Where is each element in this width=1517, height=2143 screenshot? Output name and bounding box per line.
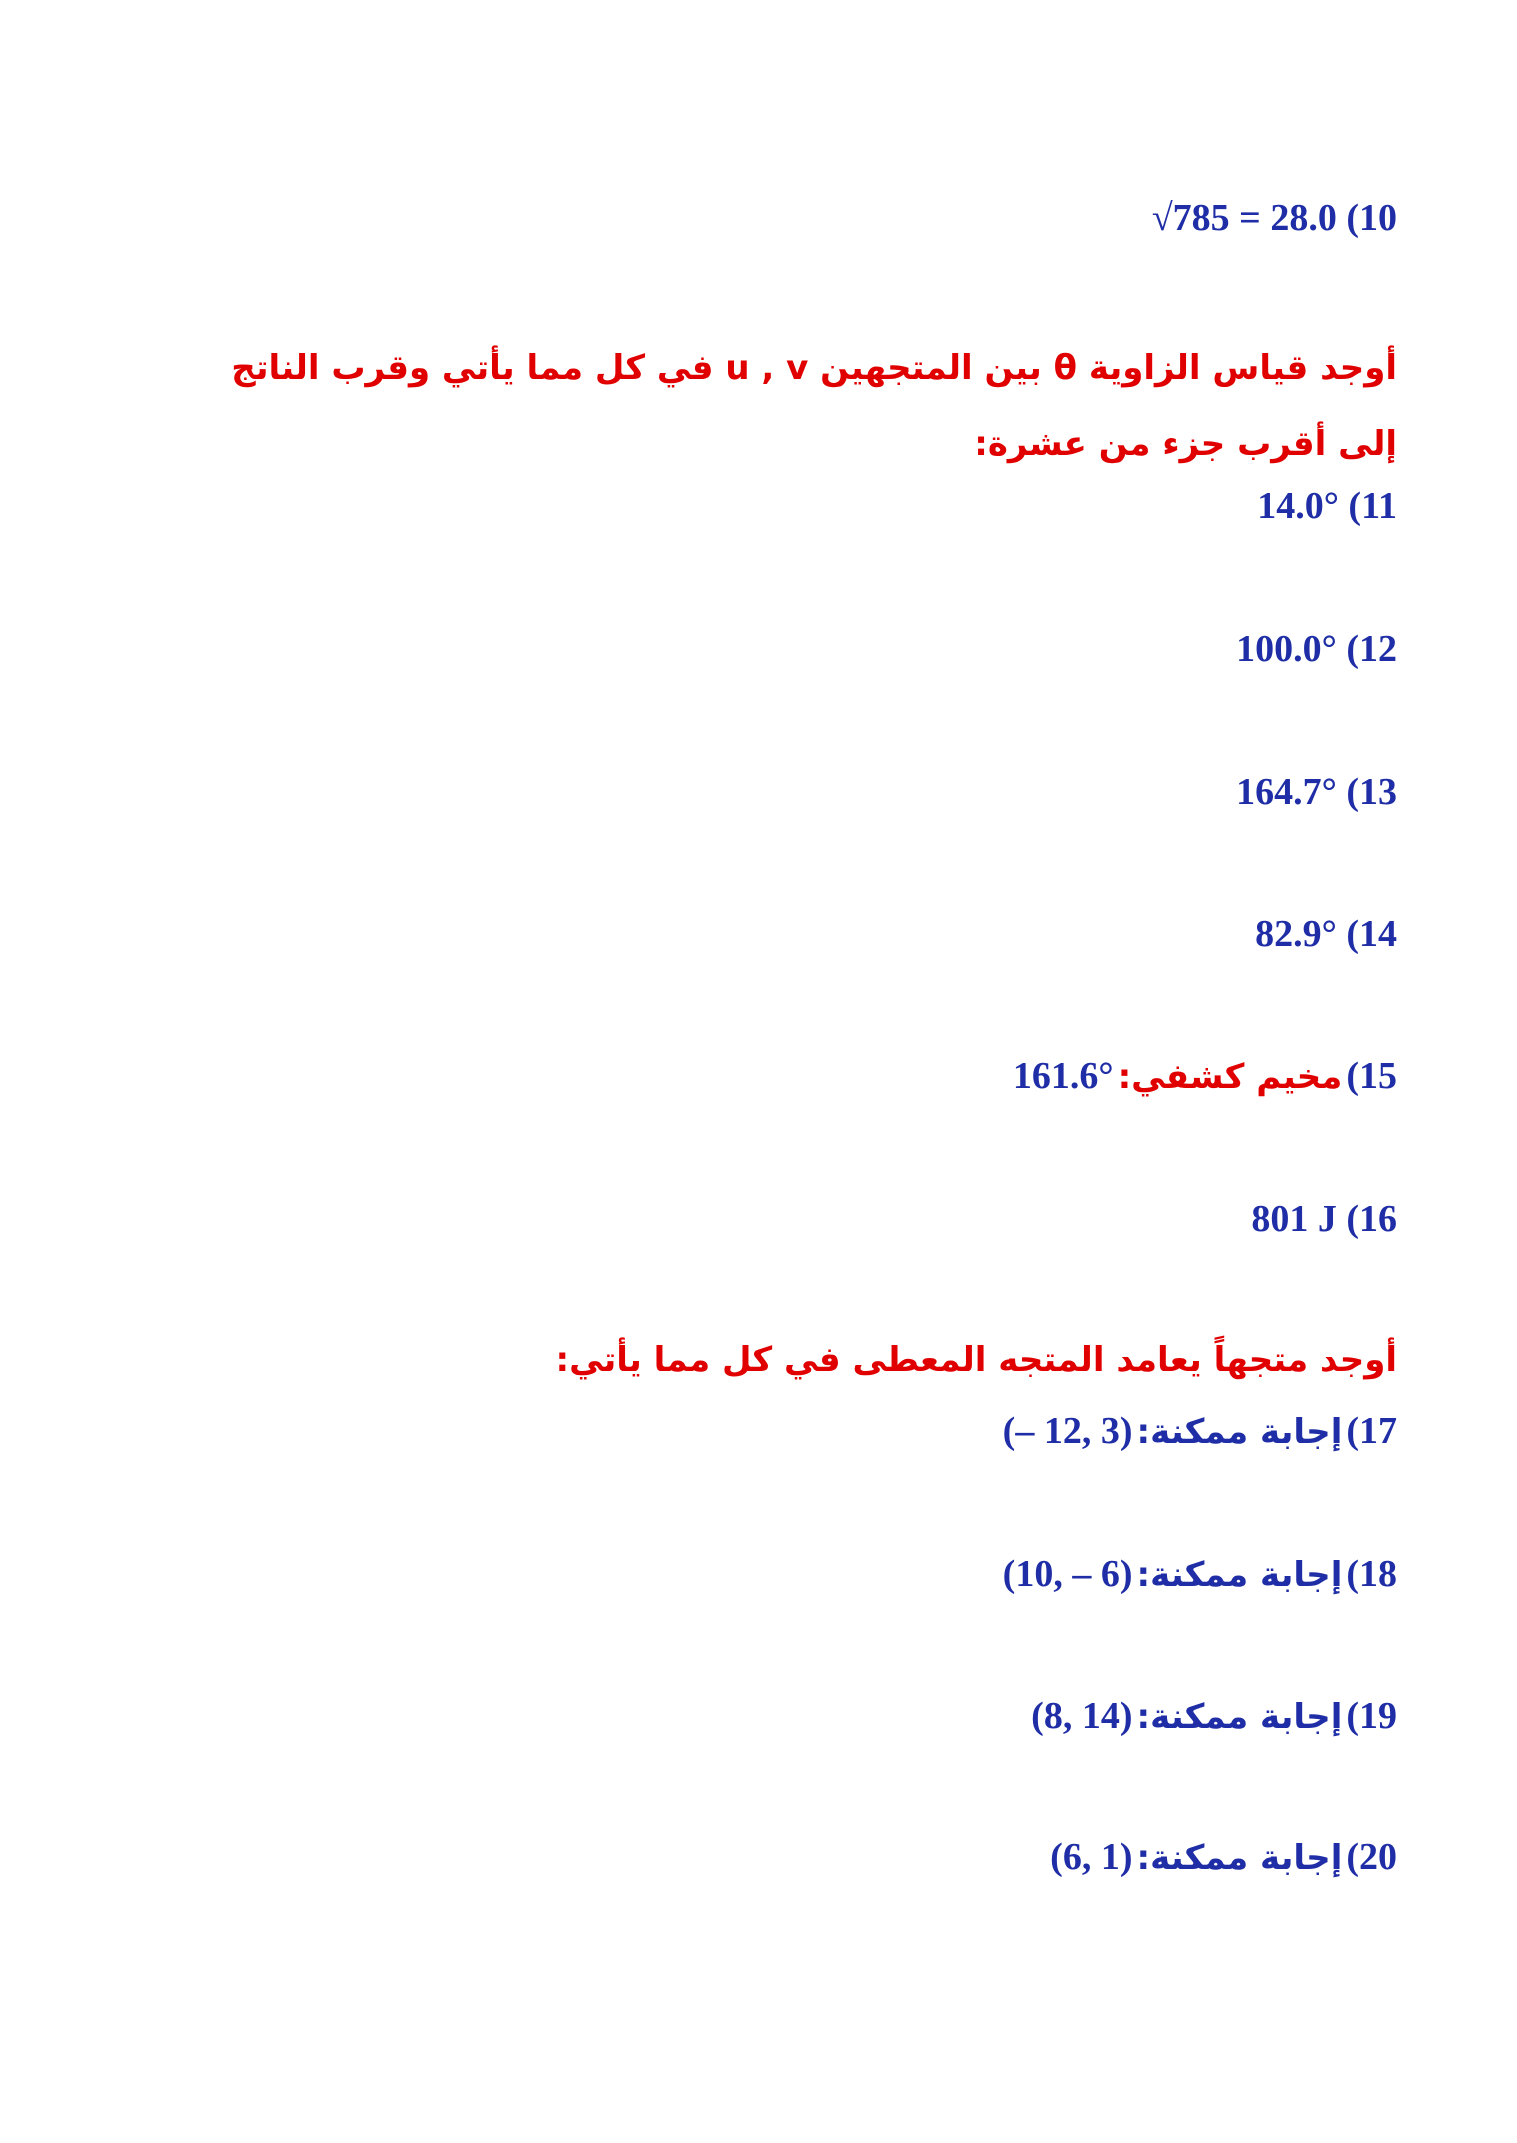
answer-19-value: (8, 14)	[1031, 1695, 1133, 1737]
answer-20-value: (6, 1)	[1050, 1836, 1133, 1878]
answer-11: 14.0° (11	[1257, 485, 1397, 527]
answer-19	[1031, 1694, 1397, 1738]
answer-12: 100.0° (12	[1236, 628, 1397, 670]
answer-13: 164.7° (13	[1236, 771, 1397, 813]
answer-16: 801 J (16	[1251, 1198, 1397, 1240]
answer-17	[1003, 1409, 1397, 1453]
answer-10: √785 = 28.0 (10	[1151, 197, 1397, 239]
answer-20-label-ar: إجابة ممكنة:	[1136, 1838, 1343, 1878]
answer-19-label-ar: إجابة ممكنة:	[1136, 1697, 1343, 1737]
answer-15	[1013, 1054, 1397, 1098]
answer-18-label-ar: إجابة ممكنة:	[1136, 1555, 1343, 1595]
instruction-perpendicular: أوجد متجهاً يعامد المتجه المعطى في كل مما يأتي:	[555, 1340, 1397, 1380]
answer-17-label-ar: إجابة ممكنة:	[1136, 1412, 1343, 1452]
answer-18	[1003, 1552, 1397, 1596]
answer-20	[1050, 1835, 1397, 1879]
answer-17-number: (17	[1346, 1410, 1397, 1452]
answer-15-value: 161.6°	[1012, 1055, 1114, 1097]
answer-18-value: (10, – 6)	[1002, 1553, 1133, 1595]
answer-15-label-ar: مخيم كشفي:	[1117, 1057, 1343, 1097]
answer-17-value: (– 12, 3)	[1002, 1410, 1133, 1452]
answer-18-number: (18	[1346, 1553, 1397, 1595]
instruction-angle: أوجد قياس الزاوية θ بين المتجهين u , v في كل مما يأتي وقرب الناتج إلى أقرب جزء من عشرة:	[231, 348, 1397, 464]
answer-20-number: (20	[1346, 1836, 1397, 1878]
answer-14: 82.9° (14	[1255, 913, 1397, 955]
answer-19-number: (19	[1346, 1695, 1397, 1737]
answer-15-number: (15	[1346, 1055, 1397, 1097]
